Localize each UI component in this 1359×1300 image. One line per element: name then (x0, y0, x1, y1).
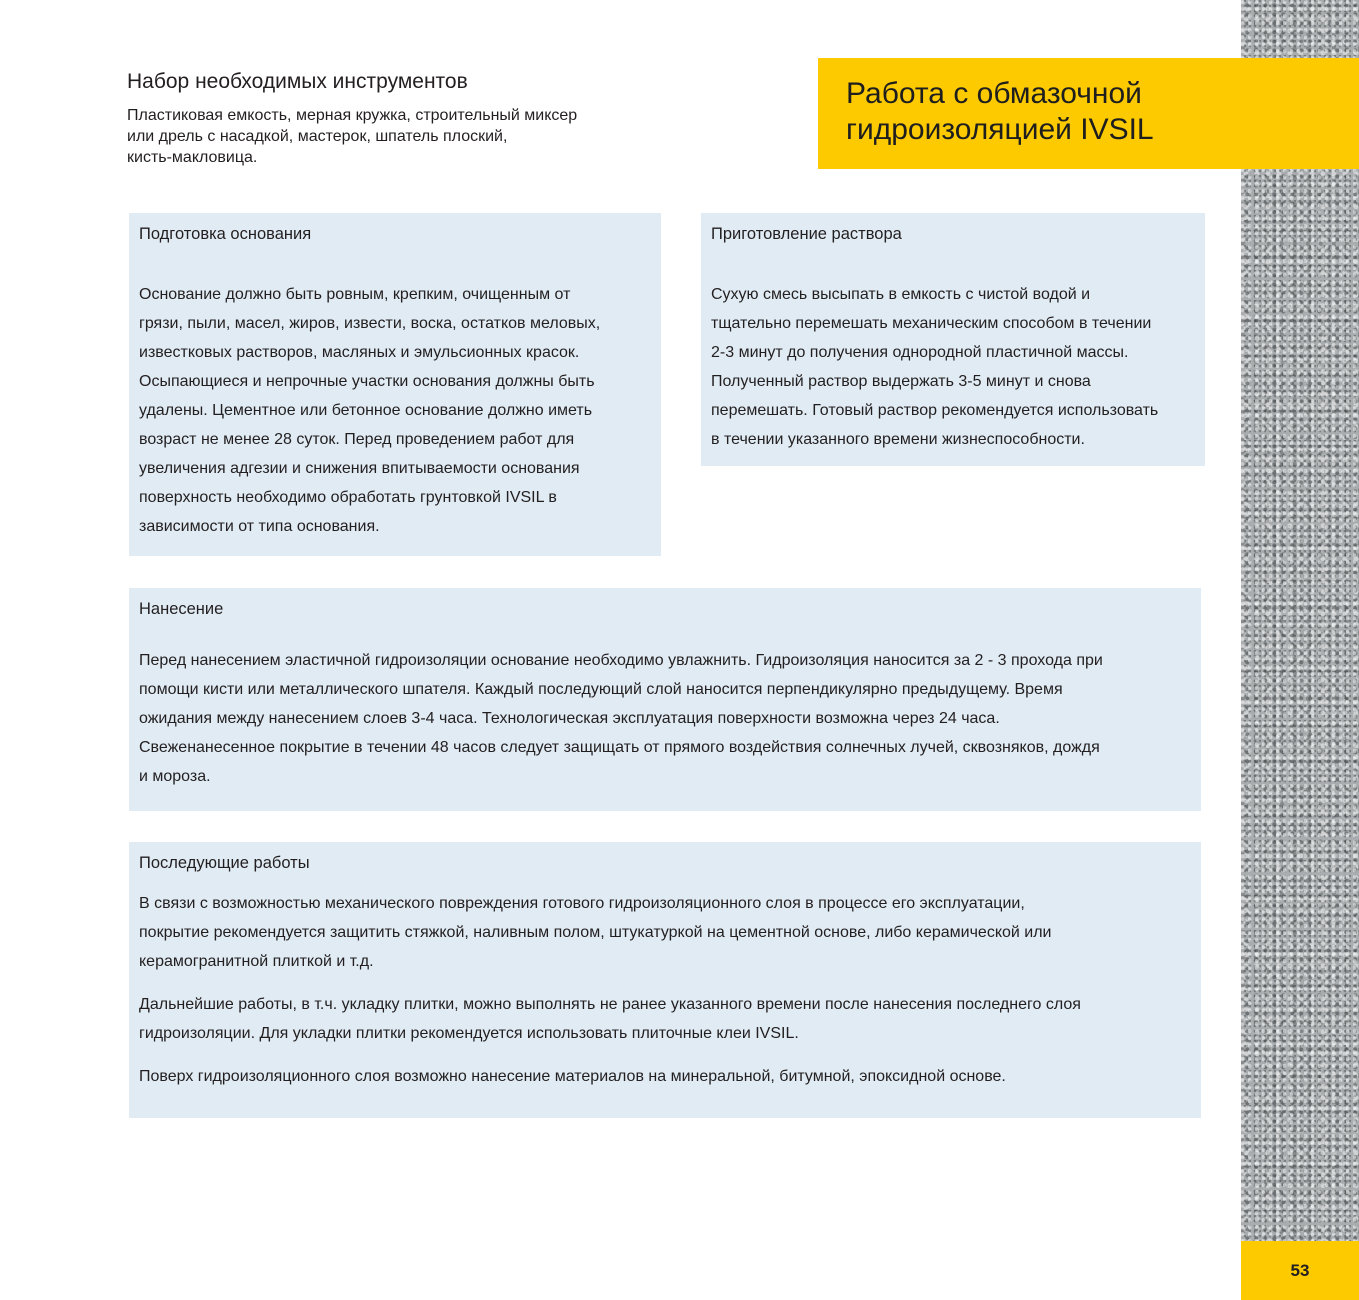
section-text-line: перемешать. Готовый раствор рекомендуется использовать (711, 402, 1159, 419)
section-heading: Последующие работы (139, 854, 310, 872)
page-number-tab (1241, 1241, 1359, 1300)
section-text-line: Осыпающиеся и непрочные участки основания должны быть (139, 373, 595, 390)
section-text-line: и мороза. (139, 768, 211, 785)
section-text-line: Основание должно быть ровным, крепким, очищенным от (139, 286, 571, 303)
tools-block (127, 68, 687, 168)
section-text-line: 2-3 минут до получения однородной пластичной массы. (711, 344, 1129, 361)
section-text-line: Дальнейшие работы, в т.ч. укладку плитки, можно выполнять не ранее указанного времени после нанесения последнего слоя (139, 996, 1081, 1013)
section-heading: Подготовка основания (139, 225, 312, 243)
tools-heading: Набор необходимых инструментов (127, 70, 468, 93)
section-text-line: ожидания между нанесением слоев 3-4 часа. Технологическая эксплуатация поверхности возможна через 24 часа. (139, 710, 1000, 727)
section-text-line: поверхность необходимо обработать грунтовкой IVSIL в (139, 489, 557, 506)
page-title-banner (818, 58, 1359, 169)
section-text-line: В связи с возможностью механического повреждения готового гидроизоляционного слоя в процессе его эксплуатации, (139, 895, 1025, 912)
tools-text-line: или дрель с насадкой, мастерок, шпатель плоский, (127, 128, 508, 145)
section-text-line: известковых растворов, масляных и эмульсионных красок. (139, 344, 580, 361)
section-surface-preparation (129, 213, 661, 556)
section-text-line: покрытие рекомендуется защитить стяжкой, наливным полом, штукатуркой на цементной основе, либо керамической или (139, 924, 1052, 941)
tools-text-line: Пластиковая емкость, мерная кружка, строительный миксер (127, 107, 578, 124)
section-text-line: тщательно перемешать механическим способом в течении (711, 315, 1152, 332)
section-application (129, 588, 1201, 811)
section-text-line: Поверх гидроизоляционного слоя возможно нанесение материалов на минеральной, битумной, эпоксидной основе. (139, 1068, 1006, 1085)
section-heading: Приготовление раствора (711, 225, 902, 243)
section-text-line: зависимости от типа основания. (139, 518, 380, 535)
tools-text-line: кисть-макловица. (127, 149, 258, 166)
section-text-line: Перед нанесением эластичной гидроизоляции основание необходимо увлажнить. Гидроизоляция наносится за 2 - 3 прохода при (139, 652, 1103, 669)
section-text-line: в течении указанного времени жизнеспособности. (711, 431, 1085, 448)
section-text-line: Сухую смесь высыпать в емкость с чистой водой и (711, 286, 1091, 303)
section-text-line: Полученный раствор выдержать 3-5 минут и снова (711, 373, 1091, 390)
section-text-line: увеличения адгезии и снижения впитываемости основания (139, 460, 580, 477)
section-heading: Нанесение (139, 600, 224, 618)
page-number: 53 (1290, 1260, 1310, 1280)
section-text-line: помощи кисти или металлического шпателя. Каждый последующий слой наносится перпендикулярно предыдущему. Время (139, 681, 1063, 698)
section-text-line: Свеженанесенное покрытие в течении 48 часов следует защищать от прямого воздействия солнечных лучей, сквозняков, дождя (139, 739, 1100, 756)
section-text-line: грязи, пыли, масел, жиров, извести, воска, остатков меловых, (139, 315, 601, 332)
section-text-line: гидроизоляции. Для укладки плитки рекомендуется использовать плиточные клеи IVSIL. (139, 1025, 799, 1042)
section-text-line: возраст не менее 28 суток. Перед проведением работ для (139, 431, 575, 448)
section-text-line: удалены. Цементное или бетонное основание должно иметь (139, 402, 593, 419)
page-title-line-2: гидроизоляцией IVSIL (846, 113, 1154, 146)
section-mortar-preparation (701, 213, 1205, 466)
page-title-line-1: Работа с обмазочной (846, 77, 1142, 110)
section-text-line: керамогранитной плиткой и т.д. (139, 953, 374, 970)
stone-texture-strip (1241, 0, 1359, 1300)
section-subsequent-work (129, 842, 1201, 1118)
